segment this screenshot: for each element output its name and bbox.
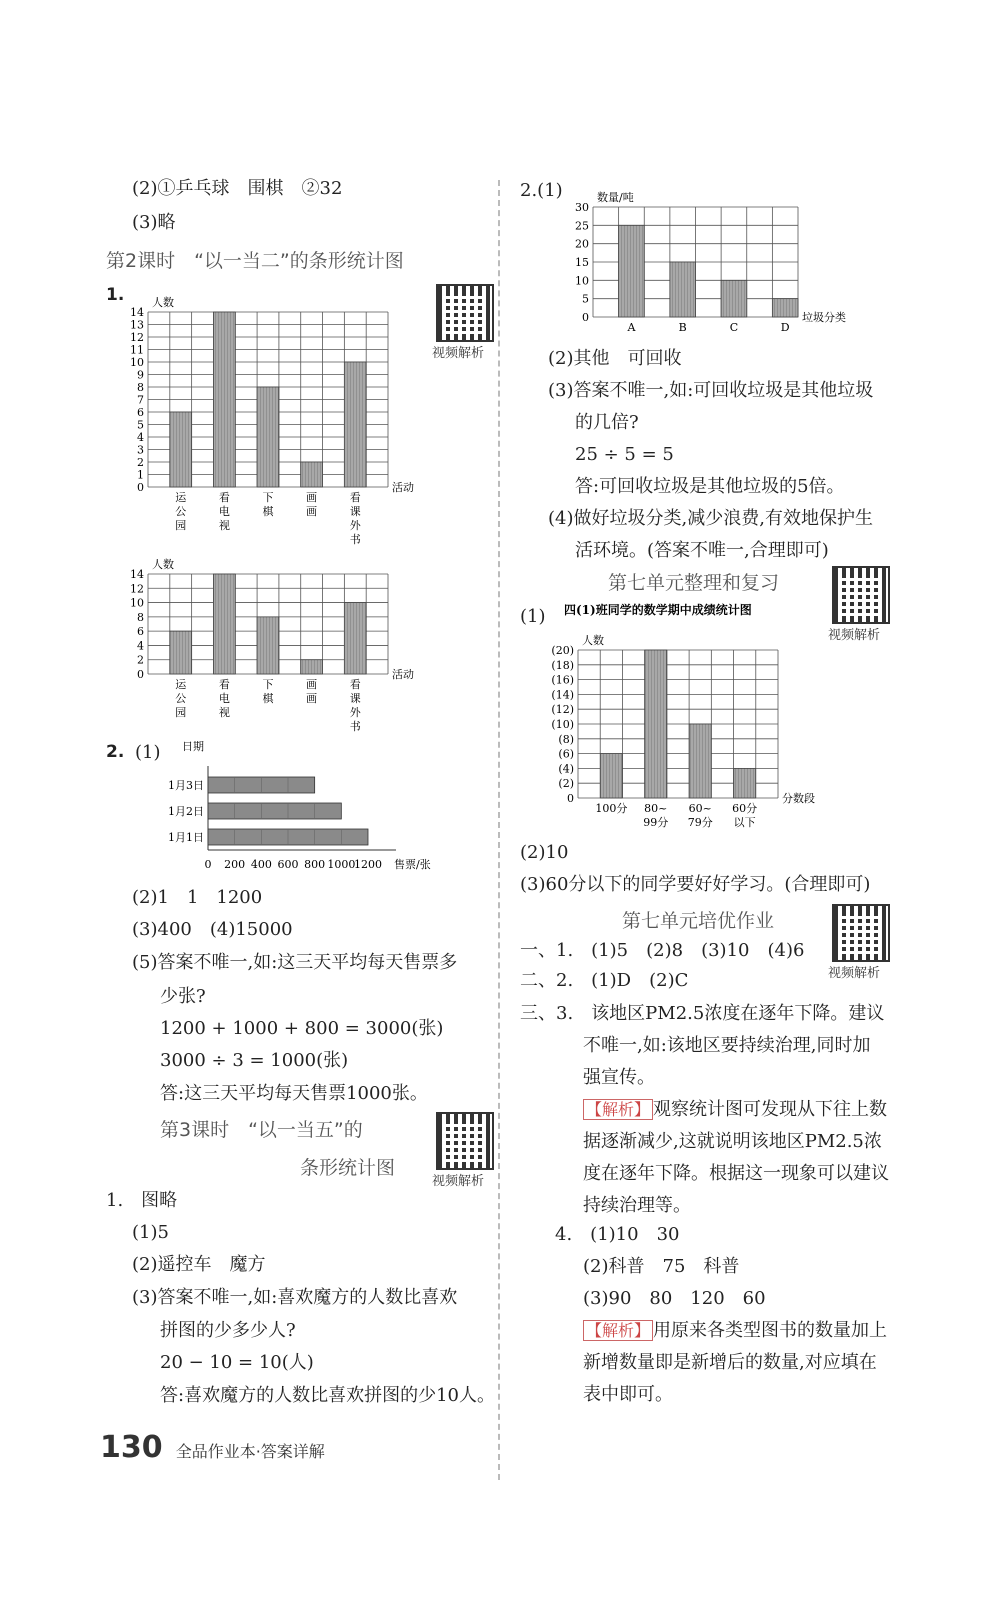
analysis-tag: 【解析】 bbox=[583, 1320, 653, 1341]
tick-label: 600 bbox=[277, 858, 299, 871]
tick-label: 12 bbox=[130, 331, 144, 344]
bar bbox=[670, 262, 696, 317]
category-label: 园 bbox=[175, 519, 187, 532]
axis-label: 人数 bbox=[582, 634, 604, 647]
category-label: B bbox=[678, 321, 687, 334]
category-label: 看 bbox=[218, 678, 230, 691]
bar bbox=[344, 603, 366, 674]
answer-line: 强宣传。 bbox=[583, 1067, 655, 1088]
tick-label: (8) bbox=[558, 732, 574, 746]
category-label: C bbox=[729, 321, 739, 334]
tick-label: 1000 bbox=[327, 858, 356, 871]
bar bbox=[257, 387, 279, 487]
answer-line: 20 − 10 = 10(人) bbox=[160, 1352, 314, 1373]
answer-line: 答:可回收垃圾是其他垃圾的5倍。 bbox=[575, 476, 845, 497]
answer-line: (2)科普 75 科普 bbox=[583, 1256, 740, 1277]
answer-line: (2)其他 可回收 bbox=[548, 348, 682, 369]
category-label: 下 bbox=[262, 678, 274, 691]
tick-label: (4) bbox=[558, 762, 574, 776]
answer-line: (3)答案不唯一,如:喜欢魔方的人数比喜欢 bbox=[132, 1287, 458, 1308]
answer-line: 度在逐年下降。根据这一现象可以建议 bbox=[583, 1163, 889, 1184]
tick-label: 400 bbox=[250, 858, 272, 871]
category-label: 画 bbox=[306, 491, 318, 504]
answer-line: 据逐渐减少,这就说明该地区PM2.5浓 bbox=[583, 1131, 882, 1152]
category-label: 书 bbox=[349, 720, 361, 733]
tick-label: (18) bbox=[551, 658, 574, 672]
bar-chart-tickets bbox=[150, 738, 470, 878]
section-heading: 第七单元整理和复习 bbox=[608, 572, 780, 594]
axis-label: 售票/张 bbox=[394, 858, 431, 871]
bar bbox=[734, 768, 756, 798]
category-label: 80~ bbox=[644, 802, 668, 815]
category-label: 公 bbox=[175, 505, 187, 518]
bar bbox=[600, 754, 622, 798]
category-label: 棋 bbox=[262, 692, 274, 705]
question-number: 1. bbox=[106, 285, 125, 305]
bar bbox=[301, 462, 323, 487]
analysis-line bbox=[583, 1318, 887, 1344]
bar-chart-activities bbox=[110, 282, 420, 546]
bar bbox=[213, 312, 235, 487]
category-label: 100分 bbox=[595, 802, 628, 815]
tick-label: 11 bbox=[130, 343, 144, 357]
bar bbox=[213, 574, 235, 674]
tick-label: 9 bbox=[137, 368, 144, 382]
category-label: 下 bbox=[262, 491, 274, 504]
qr-code-icon[interactable] bbox=[832, 904, 890, 962]
analysis-text: 用原来各类型图书的数量加上 bbox=[653, 1320, 888, 1341]
bar bbox=[619, 225, 645, 317]
category-label: A bbox=[627, 321, 636, 334]
tick-label: 0 bbox=[137, 668, 144, 681]
bar-chart-activities-2 bbox=[110, 544, 420, 734]
tick-label: (12) bbox=[551, 703, 574, 717]
answer-line: 的几倍? bbox=[575, 412, 639, 433]
analysis-line bbox=[583, 1097, 887, 1123]
bar bbox=[301, 660, 323, 674]
tick-label: 7 bbox=[137, 393, 144, 407]
category-label: 画 bbox=[306, 505, 318, 518]
bar-chart-garbage bbox=[555, 180, 875, 340]
answer-line: 持续治理等。 bbox=[583, 1195, 691, 1216]
answer-line: 一、1. (1)5 (2)8 (3)10 (4)6 bbox=[520, 940, 805, 961]
bar bbox=[721, 280, 747, 317]
answer-line: 1200 + 1000 + 800 = 3000(张) bbox=[160, 1018, 444, 1039]
axis-label: 分数段 bbox=[782, 792, 815, 805]
column-divider bbox=[498, 180, 500, 1480]
category-label: 79分 bbox=[687, 816, 713, 829]
category-label: 1月1日 bbox=[168, 831, 204, 844]
answer-line: 新增数量即是新增后的数量,对应填在 bbox=[583, 1352, 877, 1373]
tick-label: 0 bbox=[567, 792, 574, 805]
answer-line: 少张? bbox=[160, 986, 206, 1007]
category-label: 以下 bbox=[733, 816, 756, 829]
page-footer bbox=[100, 1430, 325, 1465]
tick-label: 5 bbox=[137, 418, 144, 432]
tick-label: (14) bbox=[551, 688, 574, 702]
chart-title: 四(1)班同学的数学期中成绩统计图 bbox=[564, 603, 752, 617]
tick-label: (10) bbox=[551, 718, 574, 731]
category-label: 看 bbox=[349, 678, 361, 691]
tick-label: 5 bbox=[582, 292, 589, 306]
answer-line: 2.(1) bbox=[520, 180, 563, 201]
qr-code-icon[interactable] bbox=[436, 284, 494, 342]
answer-line: (2)10 bbox=[520, 842, 569, 863]
tick-label: 6 bbox=[137, 625, 144, 639]
category-label: 运 bbox=[175, 491, 187, 504]
axis-label: 活动 bbox=[392, 481, 414, 494]
answer-line: 3000 ÷ 3 = 1000(张) bbox=[160, 1050, 349, 1071]
category-label: 书 bbox=[349, 533, 361, 546]
category-label: 1月2日 bbox=[168, 805, 204, 818]
tick-label: 12 bbox=[130, 582, 144, 596]
category-label: 1月3日 bbox=[168, 779, 204, 792]
analysis-tag: 【解析】 bbox=[583, 1099, 653, 1120]
answer-line: 活环境。(答案不唯一,合理即可) bbox=[575, 540, 829, 561]
answer-line: 1. 图略 bbox=[106, 1190, 178, 1211]
tick-label: (16) bbox=[551, 673, 574, 687]
category-label: D bbox=[780, 321, 790, 334]
category-label: 60~ bbox=[688, 802, 712, 815]
answer-line: 二、2. (1)D (2)C bbox=[520, 970, 689, 991]
tick-label: 800 bbox=[304, 858, 326, 871]
answer-line: (2)1 1 1200 bbox=[132, 887, 263, 908]
category-label: 运 bbox=[175, 678, 187, 691]
answer-line: 拼图的少多少人? bbox=[160, 1320, 296, 1341]
tick-label: 20 bbox=[575, 237, 589, 251]
section-heading: 第七单元培优作业 bbox=[622, 910, 775, 932]
answer-line: 表中即可。 bbox=[583, 1384, 673, 1405]
tick-label: 14 bbox=[130, 306, 144, 319]
tick-label: 10 bbox=[575, 274, 589, 288]
category-label: 课 bbox=[349, 692, 361, 705]
answer-line: 答:这三天平均每天售票1000张。 bbox=[160, 1083, 428, 1104]
tick-label: (20) bbox=[551, 644, 574, 657]
answer-line: (2)①乒乓球 围棋 ②32 bbox=[132, 178, 343, 199]
answer-line: 三、3. 该地区PM2.5浓度在逐年下降。建议 bbox=[520, 1003, 885, 1024]
axis-label: 垃圾分类 bbox=[802, 311, 846, 324]
bar bbox=[208, 803, 341, 819]
tick-label: (2) bbox=[558, 777, 574, 791]
category-label: 课 bbox=[349, 505, 361, 518]
qr-label: 视频解析 bbox=[828, 628, 881, 643]
tick-label: 8 bbox=[137, 381, 144, 394]
tick-label: 0 bbox=[204, 858, 212, 871]
answer-line: 不唯一,如:该地区要持续治理,同时加 bbox=[583, 1035, 871, 1056]
tick-label: 2 bbox=[137, 653, 144, 667]
tick-label: 0 bbox=[582, 311, 589, 324]
qr-label: 视频解析 bbox=[432, 346, 485, 361]
tick-label: 0 bbox=[137, 481, 144, 494]
answer-line: (3)60分以下的同学要好好学习。(合理即可) bbox=[520, 874, 871, 895]
book-title: 全品作业本·答案详解 bbox=[175, 1442, 325, 1461]
qr-code-icon[interactable] bbox=[832, 566, 890, 624]
qr-label: 视频解析 bbox=[432, 1174, 485, 1189]
category-label: 电 bbox=[218, 692, 230, 705]
bar bbox=[689, 724, 711, 798]
axis-label: 活动 bbox=[392, 668, 414, 681]
answer-line: (3)90 80 120 60 bbox=[583, 1288, 766, 1309]
bar bbox=[645, 650, 667, 798]
answer-line: (1) bbox=[520, 606, 546, 627]
analysis-text: 观察统计图可发现从下往上数 bbox=[653, 1099, 888, 1120]
axis-label: 日期 bbox=[182, 740, 204, 753]
category-label: 60分 bbox=[732, 802, 758, 815]
answer-line: 答:喜欢魔方的人数比喜欢拼图的少10人。 bbox=[160, 1385, 495, 1406]
answer-line: 25 ÷ 5 = 5 bbox=[575, 444, 674, 465]
answer-line: (1) bbox=[135, 742, 161, 763]
answer-line: (1)5 bbox=[132, 1222, 169, 1243]
tick-label: 15 bbox=[575, 256, 589, 269]
tick-label: 13 bbox=[130, 318, 144, 332]
category-label: 外 bbox=[349, 706, 361, 719]
tick-label: 200 bbox=[224, 858, 246, 871]
section-heading: 第2课时 “以一当二”的条形统计图 bbox=[106, 250, 404, 272]
tick-label: 2 bbox=[137, 456, 144, 469]
category-label: 画 bbox=[306, 692, 318, 705]
bar bbox=[257, 617, 279, 674]
bar bbox=[344, 362, 366, 487]
bar bbox=[772, 299, 798, 317]
category-label: 看 bbox=[218, 491, 230, 504]
bar-chart-scores bbox=[540, 600, 840, 832]
answer-line: (2)遥控车 魔方 bbox=[132, 1254, 266, 1275]
section-heading: 条形统计图 bbox=[300, 1157, 396, 1179]
answer-line: (3)400 (4)15000 bbox=[132, 919, 293, 940]
axis-label: 数量/吨 bbox=[597, 191, 634, 204]
tick-label: 8 bbox=[137, 610, 144, 624]
answer-line: (3)答案不唯一,如:可回收垃圾是其他垃圾 bbox=[548, 380, 874, 401]
answer-line: 4. (1)10 30 bbox=[555, 1224, 680, 1245]
category-label: 电 bbox=[218, 505, 230, 518]
answer-line: (3)略 bbox=[132, 212, 176, 233]
axis-label: 人数 bbox=[152, 296, 174, 309]
tick-label: 4 bbox=[137, 639, 144, 653]
bar bbox=[170, 412, 192, 487]
category-label: 园 bbox=[175, 706, 187, 719]
tick-label: (6) bbox=[558, 747, 574, 761]
tick-label: 10 bbox=[130, 596, 144, 610]
tick-label: 6 bbox=[137, 406, 144, 419]
tick-label: 4 bbox=[137, 431, 144, 444]
bar bbox=[170, 631, 192, 674]
tick-label: 3 bbox=[137, 443, 144, 457]
section-heading: 第3课时 “以一当五”的 bbox=[160, 1119, 363, 1141]
tick-label: 30 bbox=[575, 201, 589, 214]
tick-label: 25 bbox=[575, 219, 589, 233]
qr-label: 视频解析 bbox=[828, 966, 881, 981]
qr-code-icon[interactable] bbox=[436, 1112, 494, 1170]
category-label: 画 bbox=[306, 678, 318, 691]
tick-label: 10 bbox=[130, 356, 144, 369]
page-number: 130 bbox=[100, 1430, 163, 1465]
category-label: 视 bbox=[218, 519, 230, 532]
tick-label: 1200 bbox=[354, 858, 382, 871]
category-label: 外 bbox=[349, 519, 361, 532]
category-label: 视 bbox=[218, 706, 230, 719]
axis-label: 人数 bbox=[152, 558, 174, 571]
category-label: 99分 bbox=[643, 816, 669, 829]
category-label: 棋 bbox=[262, 505, 274, 518]
answer-line: (5)答案不唯一,如:这三天平均每天售票多 bbox=[132, 952, 458, 973]
tick-label: 1 bbox=[137, 468, 144, 482]
answer-line: (4)做好垃圾分类,减少浪费,有效地保护生 bbox=[548, 508, 873, 529]
tick-label: 14 bbox=[130, 568, 144, 581]
category-label: 公 bbox=[175, 692, 187, 705]
category-label: 看 bbox=[349, 491, 361, 504]
question-number: 2. bbox=[106, 742, 125, 762]
